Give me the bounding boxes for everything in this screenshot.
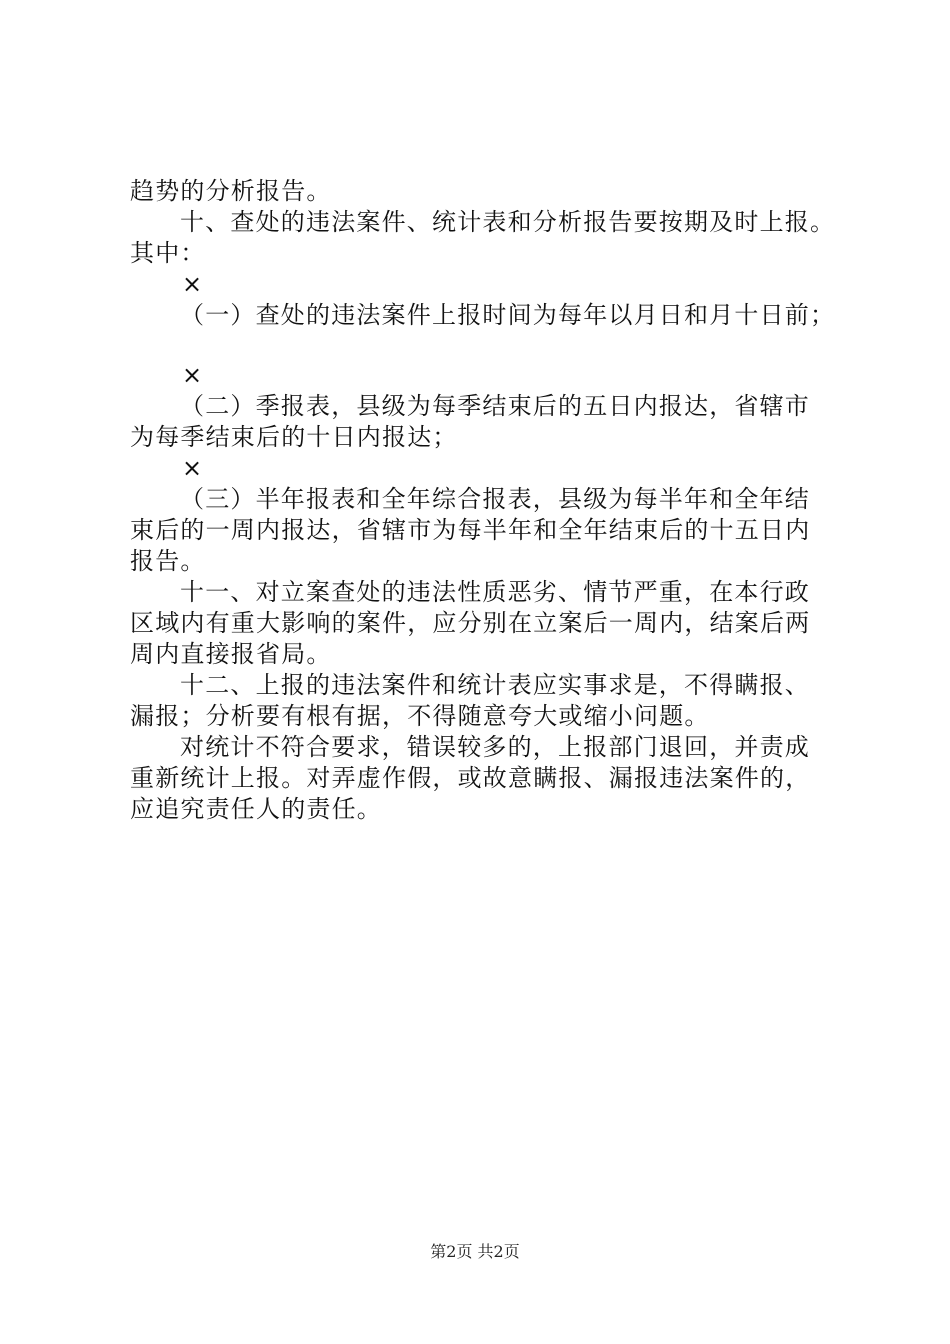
text-line: 趋势的分析报告。 xyxy=(130,177,332,205)
text-line: 漏报；分析要有根有据，不得随意夸大或缩小问题。 xyxy=(130,702,710,730)
sub-item-two: （二）季报表，县级为每季结束后的五日内报达，省辖市 xyxy=(180,392,810,420)
text-line: 其中： xyxy=(130,239,206,267)
paragraph-item-ten: 十、查处的违法案件、统计表和分析报告要按期及时上报。 xyxy=(180,208,836,236)
text-line: 应追究责任人的责任。 xyxy=(130,795,382,823)
text-line: 区域内有重大影响的案件，应分别在立案后一周内，结案后两 xyxy=(130,609,811,637)
paragraph-item-eleven: 十一、对立案查处的违法性质恶劣、情节严重，在本行政 xyxy=(180,578,810,606)
page-number-label: 第2页 共2页 xyxy=(430,1242,520,1261)
spacer xyxy=(130,331,850,360)
paragraph-statistics: 对统计不符合要求，错误较多的，上报部门退回，并责成 xyxy=(180,733,810,761)
text-line: 束后的一周内报达，省辖市为每半年和全年结束后的十五日内 xyxy=(130,516,811,544)
cross-mark-icon: × xyxy=(182,454,204,482)
cross-mark-icon: × xyxy=(182,270,204,298)
page-footer xyxy=(0,1242,950,1262)
sub-item-one: （一）查处的违法案件上报时间为每年以月日和月十日前； xyxy=(180,301,836,329)
text-line: 重新统计上报。对弄虚作假，或故意瞒报、漏报违法案件的， xyxy=(130,764,811,792)
paragraph-item-twelve: 十二、上报的违法案件和统计表应实事求是，不得瞒报、 xyxy=(180,671,810,699)
text-line: 报告。 xyxy=(130,547,206,575)
document-body xyxy=(130,176,850,825)
cross-mark-icon: × xyxy=(182,361,204,389)
text-line: 为每季结束后的十日内报达； xyxy=(130,423,458,451)
text-line: 周内直接报省局。 xyxy=(130,640,332,668)
sub-item-three: （三）半年报表和全年综合报表，县级为每半年和全年结 xyxy=(180,485,810,513)
